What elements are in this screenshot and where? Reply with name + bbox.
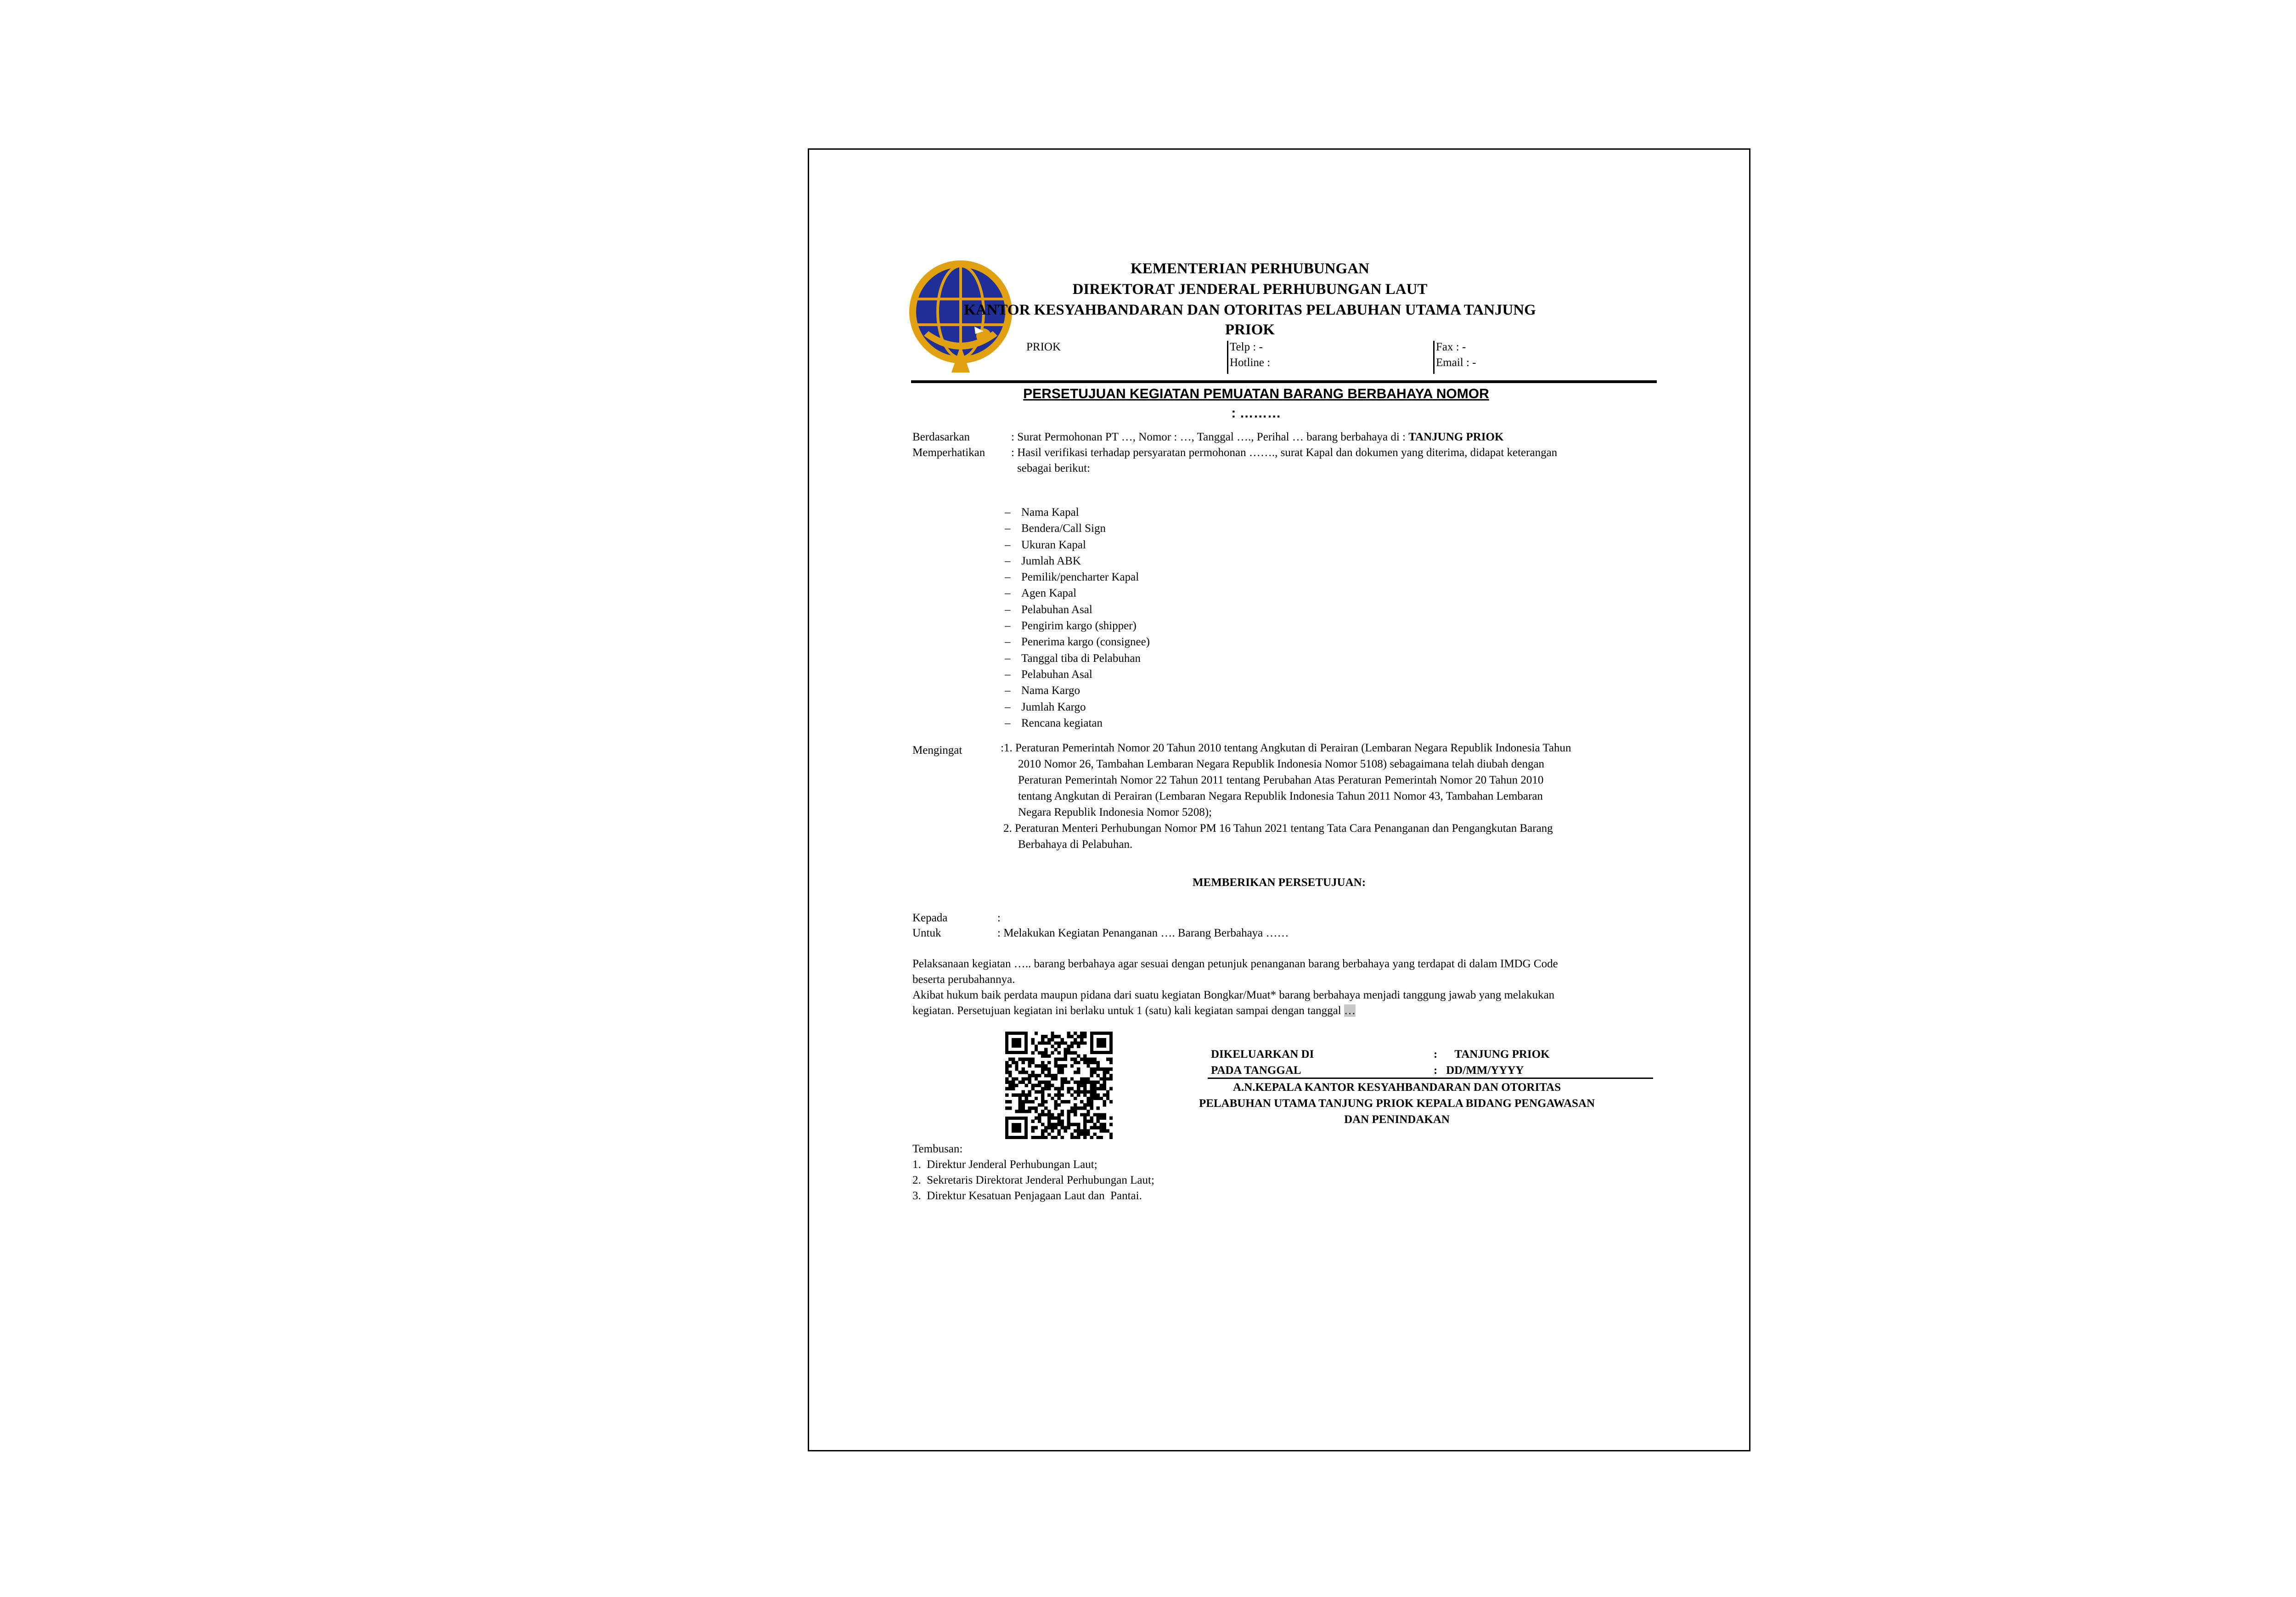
akibat-text-line: kegiatan. Persetujuan kegiatan ini berlaku untuk 1 (satu) kali kegiatan sampai dengan tanggal xyxy=(912,1004,1341,1017)
tanggal-label: PADA TANGGAL xyxy=(1211,1064,1301,1077)
list-item: – Pelabuhan Asal xyxy=(1005,603,1092,616)
mengingat-item-1: :1. Peraturan Pemerintah Nomor 20 Tahun 2010 tentang Angkutan di Perairan (Lembaran Negara Republik Indonesia Tahun xyxy=(1001,742,1571,754)
signature-line-3: DAN PENINDAKAN xyxy=(1344,1113,1450,1126)
pelaksanaan-text: Pelaksanaan kegiatan ….. barang berbahaya agar sesuai dengan petunjuk penanganan barang berbahaya yang terdapat di dalam IMDG Code xyxy=(912,958,1558,970)
header-ministry: KEMENTERIAN PERHUBUNGAN xyxy=(1131,260,1369,277)
title-main: PERSETUJUAN KEGIATAN PEMUATAN BARANG BERBAHAYA xyxy=(1023,386,1433,401)
tanggal-value: : DD/MM/YYYY xyxy=(1434,1064,1524,1077)
memperhatikan-text: : Hasil verifikasi terhadap persyaratan permohonan ……., surat Kapal dan dokumen yang diterima, didapat keterangan xyxy=(1011,446,1558,459)
list-item: – Pengirim kargo (shipper) xyxy=(1005,620,1137,632)
header-fax: Fax : - xyxy=(1436,341,1466,353)
akibat-text: Akibat hukum baik perdata maupun pidana dari suatu kegiatan Bongkar/Muat* barang berbahaya menjadi tanggung jawab yang melakukan xyxy=(912,989,1555,1001)
kepada-label: Kepada xyxy=(912,912,948,924)
list-item: – Nama Kargo xyxy=(1005,684,1080,697)
header-address: PRIOK xyxy=(1026,341,1061,353)
list-item: – Pemilik/pencharter Kapal xyxy=(1005,571,1139,584)
memberikan-heading xyxy=(809,875,1749,891)
title-number: : ……… xyxy=(1231,406,1281,421)
memperhatikan-text-cont: sebagai berikut: xyxy=(1017,462,1090,474)
berdasarkan-label: Berdasarkan xyxy=(912,431,970,443)
untuk-value: : Melakukan Kegiatan Penanganan …. Barang Berbahaya …… xyxy=(997,927,1289,939)
list-item: – Ukuran Kapal xyxy=(1005,538,1086,551)
memperhatikan-label: Memperhatikan xyxy=(912,446,985,459)
header-telp: Telp : - xyxy=(1230,341,1263,353)
document-title xyxy=(809,386,1749,402)
header-divider xyxy=(1433,341,1435,374)
kepada-value: : xyxy=(997,912,1001,924)
header-directorate: DIREKTORAT JENDERAL PERHUBUNGAN LAUT xyxy=(1072,281,1428,298)
mengingat-item-2-cont: Berbahaya di Pelabuhan. xyxy=(1018,838,1133,851)
mengingat-item-1-cont: Peraturan Pemerintah Nomor 22 Tahun 2011 tentang Perubahan Atas Peraturan Pemerintah Nomor 20 Tahun 2010 xyxy=(1018,774,1544,786)
tembusan-item: 1. Direktur Jenderal Perhubungan Laut; xyxy=(912,1158,1097,1171)
header-email: Email : - xyxy=(1436,356,1476,369)
akibat-text-cont xyxy=(912,1003,1356,1019)
qr-code-icon xyxy=(1005,1032,1113,1139)
pelaksanaan-text-cont: beserta perubahannya. xyxy=(912,973,1015,986)
list-item: – Nama Kapal xyxy=(1005,506,1079,519)
list-item: – Pelabuhan Asal xyxy=(1005,668,1092,681)
untuk-label: Untuk xyxy=(912,927,941,939)
akibat-date-placeholder: … xyxy=(1344,1004,1356,1017)
list-item: – Tanggal tiba di Pelabuhan xyxy=(1005,652,1141,665)
list-item: – Bendera/Call Sign xyxy=(1005,522,1106,535)
berdasarkan-port: TANJUNG PRIOK xyxy=(1408,431,1504,443)
dikeluarkan-value: : TANJUNG PRIOK xyxy=(1434,1048,1550,1061)
signature-line-1: A.N.KEPALA KANTOR KESYAHBANDARAN DAN OTORITAS xyxy=(1232,1081,1561,1094)
signature-rule xyxy=(1208,1078,1653,1079)
list-item: – Jumlah ABK xyxy=(1005,554,1081,567)
memberikan-text: MEMBERIKAN PERSETUJUAN: xyxy=(1192,876,1366,889)
header-rule xyxy=(911,380,1657,383)
mengingat-item-1-cont: Negara Republik Indonesia Nomor 5208); xyxy=(1018,806,1212,818)
mengingat-item-2: 2. Peraturan Menteri Perhubungan Nomor PM 16 Tahun 2021 tentang Tata Cara Penanganan dan Pengangkutan Barang xyxy=(1003,822,1553,835)
header-office-cont: PRIOK xyxy=(1225,322,1275,338)
header-hotline: Hotline : xyxy=(1230,356,1271,369)
list-item: – Jumlah Kargo xyxy=(1005,700,1086,713)
mengingat-label: Mengingat xyxy=(912,744,962,756)
header-office: KANTOR KESYAHBANDARAN DAN OTORITAS PELABUHAN UTAMA TANJUNG xyxy=(964,302,1536,318)
document-page xyxy=(808,148,1750,1451)
tembusan-label: Tembusan: xyxy=(912,1143,963,1155)
vessel-info-list xyxy=(1005,504,1150,731)
dikeluarkan-label: DIKELUARKAN DI xyxy=(1211,1048,1314,1061)
list-item: – Agen Kapal xyxy=(1005,587,1077,600)
mengingat-item-1-cont: 2010 Nomor 26, Tambahan Lembaran Negara Republik Indonesia Nomor 5108) sebagaimana telah diubah dengan xyxy=(1018,758,1545,770)
header-divider xyxy=(1227,341,1228,374)
berdasarkan-value: : Surat Permohonan PT …, Nomor : …, Tanggal …., Perihal … barang berbahaya di : xyxy=(1011,431,1406,443)
mengingat-item-1-cont: tentang Angkutan di Perairan (Lembaran Negara Republik Indonesia Tahun 2011 Nomor 43, Tambahan Lembaran xyxy=(1018,790,1543,802)
list-item: – Penerima kargo (consignee) xyxy=(1005,636,1150,649)
tembusan-item: 3. Direktur Kesatuan Penjagaan Laut dan Pantai. xyxy=(912,1190,1142,1202)
tembusan-item: 2. Sekretaris Direktorat Jenderal Perhubungan Laut; xyxy=(912,1174,1154,1186)
signature-line-2: PELABUHAN UTAMA TANJUNG PRIOK KEPALA BIDANG PENGAWASAN xyxy=(1199,1097,1595,1110)
berdasarkan-text xyxy=(1011,429,1503,445)
list-item: – Rencana kegiatan xyxy=(1005,717,1103,729)
title-nomor: NOMOR xyxy=(1432,386,1489,401)
